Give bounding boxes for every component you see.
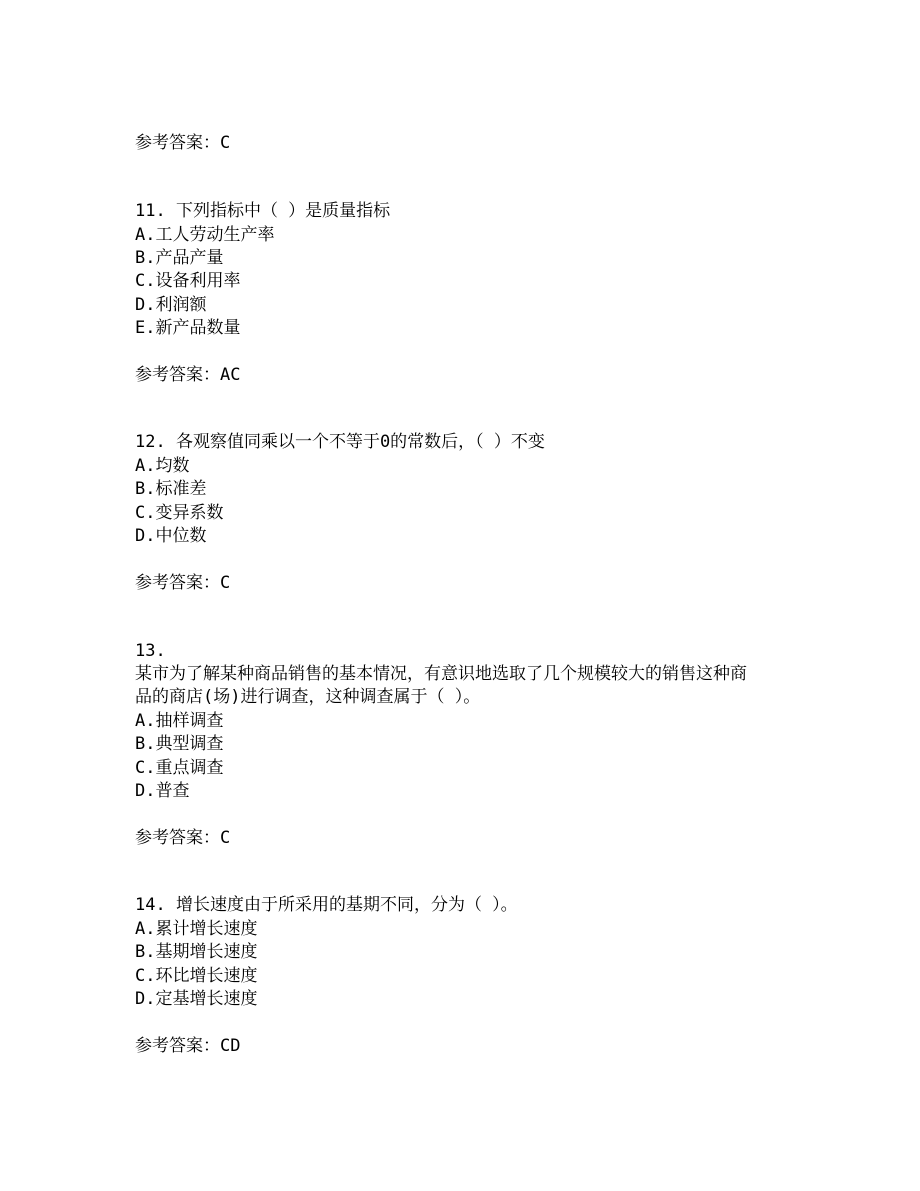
question-stem-line1-q13: 某市为了解某种商品销售的基本情况，有意识地选取了几个规模较大的销售这种商 (135, 664, 747, 684)
option-c-q11: C.设备利用率 (135, 271, 241, 291)
answer-line-q14 (135, 1035, 240, 1057)
option-a-q12: A.均数 (135, 456, 190, 476)
question-stem-q11: 11. 下列指标中（ ）是质量指标 (135, 201, 391, 221)
answer-label: 参考答案： (135, 828, 220, 848)
question-stem-q12: 12. 各观察值同乘以一个不等于0的常数后，（ ）不变 (135, 432, 545, 452)
answer-line-q11 (135, 364, 240, 386)
option-b-q11: B.产品产量 (135, 248, 224, 268)
answer-label: 参考答案： (135, 365, 220, 385)
option-d-q12: D.中位数 (135, 526, 207, 546)
option-b-q13: B.典型调查 (135, 734, 224, 754)
option-e-q11: E.新产品数量 (135, 318, 241, 338)
answer-value: C (220, 133, 231, 153)
option-b-q14: B.基期增长速度 (135, 942, 258, 962)
answer-value: AC (220, 365, 241, 385)
question-stem-line2-q13: 品的商店(场)进行调查，这种调查属于（ ）。 (135, 687, 481, 707)
option-c-q12: C.变异系数 (135, 503, 224, 523)
answer-label: 参考答案： (135, 133, 220, 153)
answer-label: 参考答案： (135, 573, 220, 593)
option-d-q13: D.普查 (135, 781, 190, 801)
answer-value: C (220, 828, 231, 848)
option-c-q14: C.环比增长速度 (135, 966, 258, 986)
option-a-q14: A.累计增长速度 (135, 919, 258, 939)
option-a-q11: A.工人劳动生产率 (135, 225, 275, 245)
option-d-q14: D.定基增长速度 (135, 989, 258, 1009)
answer-label: 参考答案： (135, 1036, 220, 1056)
answer-value: C (220, 573, 231, 593)
answer-value: CD (220, 1036, 241, 1056)
option-b-q12: B.标准差 (135, 479, 207, 499)
answer-line-q10 (135, 132, 230, 154)
question-stem-q14: 14. 增长速度由于所采用的基期不同，分为（ ）。 (135, 895, 518, 915)
question-number-q13: 13. (135, 641, 166, 661)
option-a-q13: A.抽样调查 (135, 711, 224, 731)
answer-line-q13 (135, 827, 230, 849)
option-c-q13: C.重点调查 (135, 758, 224, 778)
answer-line-q12 (135, 572, 230, 594)
option-d-q11: D.利润额 (135, 295, 207, 315)
